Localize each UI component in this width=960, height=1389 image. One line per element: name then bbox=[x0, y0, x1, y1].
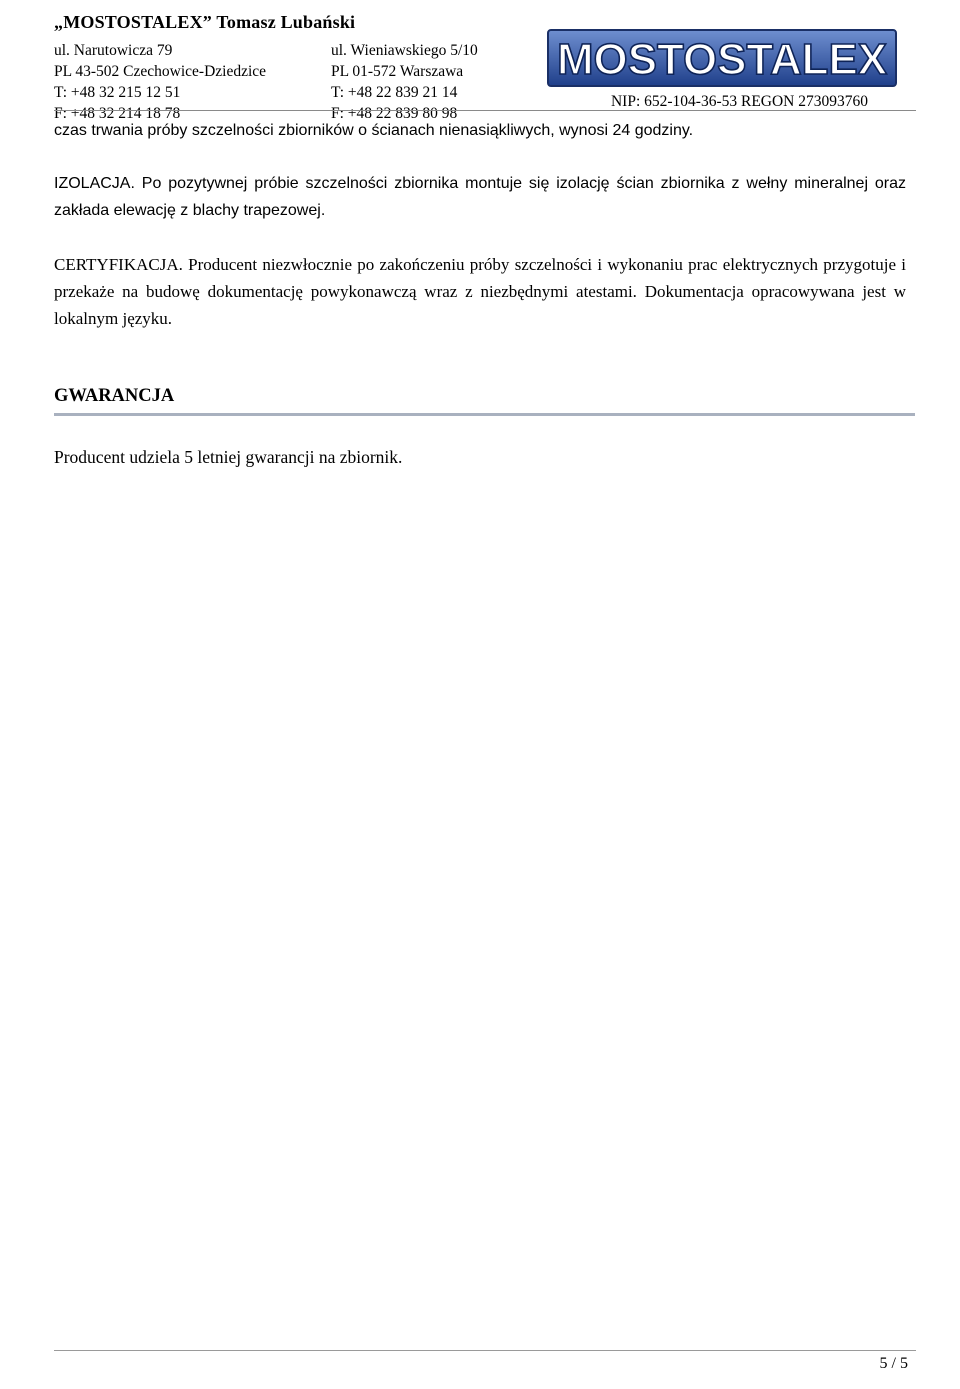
address-line: ul. Narutowicza 79 bbox=[54, 42, 173, 59]
page-number: 5 / 5 bbox=[879, 1355, 908, 1372]
certification-text: Producent niezwłocznie po zakończeniu próby szczelności i wykonaniu prac elektrycznych przygotuje i przekaże na budowę dokumentację powykonawczą wraz z niezbędnymi atestami. Dokumentacja opracowywana jest w lokalnym języku. bbox=[54, 255, 906, 328]
fax-line: F: +48 32 214 18 78 bbox=[54, 105, 181, 122]
paragraph-certification bbox=[54, 251, 906, 332]
phone-line: T: +48 32 215 12 51 bbox=[54, 84, 181, 101]
section-divider bbox=[54, 413, 915, 416]
fax-line: F: +48 22 839 80 98 bbox=[331, 105, 458, 122]
letterhead bbox=[54, 8, 916, 122]
header-divider bbox=[54, 110, 916, 111]
paragraph-insulation bbox=[54, 170, 906, 224]
address-czechowice bbox=[54, 40, 266, 124]
mostostalex-logo bbox=[546, 28, 898, 88]
paragraph-test-duration: czas trwania próby szczelności zbiorników o ścianach nienasiąkliwych, wynosi 24 godziny. bbox=[54, 122, 694, 139]
paragraph-warranty: Producent udziela 5 letniej gwarancji na zbiornik. bbox=[54, 447, 403, 467]
logo-wordmark: MOSTOSTALEX bbox=[557, 35, 887, 84]
phone-line: T: +48 22 839 21 14 bbox=[331, 84, 458, 101]
insulation-lead: IZOLACJA. bbox=[54, 175, 135, 192]
address-warszawa bbox=[331, 40, 478, 124]
company-name: „MOSTOSTALEX” Tomasz Lubański bbox=[54, 12, 356, 32]
section-heading-warranty: GWARANCJA bbox=[54, 386, 175, 406]
nip-regon: NIP: 652-104-36-53 REGON 273093760 bbox=[610, 93, 868, 110]
footer-divider bbox=[54, 1350, 916, 1351]
address-line: PL 43-502 Czechowice-Dziedzice bbox=[54, 63, 267, 80]
certification-lead: CERTYFIKACJA. bbox=[54, 255, 183, 274]
address-line: PL 01-572 Warszawa bbox=[331, 63, 464, 80]
address-line: ul. Wieniawskiego 5/10 bbox=[331, 42, 478, 59]
insulation-text: Po pozytywnej próbie szczelności zbiornika montuje się izolację ścian zbiornika z wełny mineralnej oraz zakłada elewację z blachy trapezowej. bbox=[54, 175, 906, 219]
